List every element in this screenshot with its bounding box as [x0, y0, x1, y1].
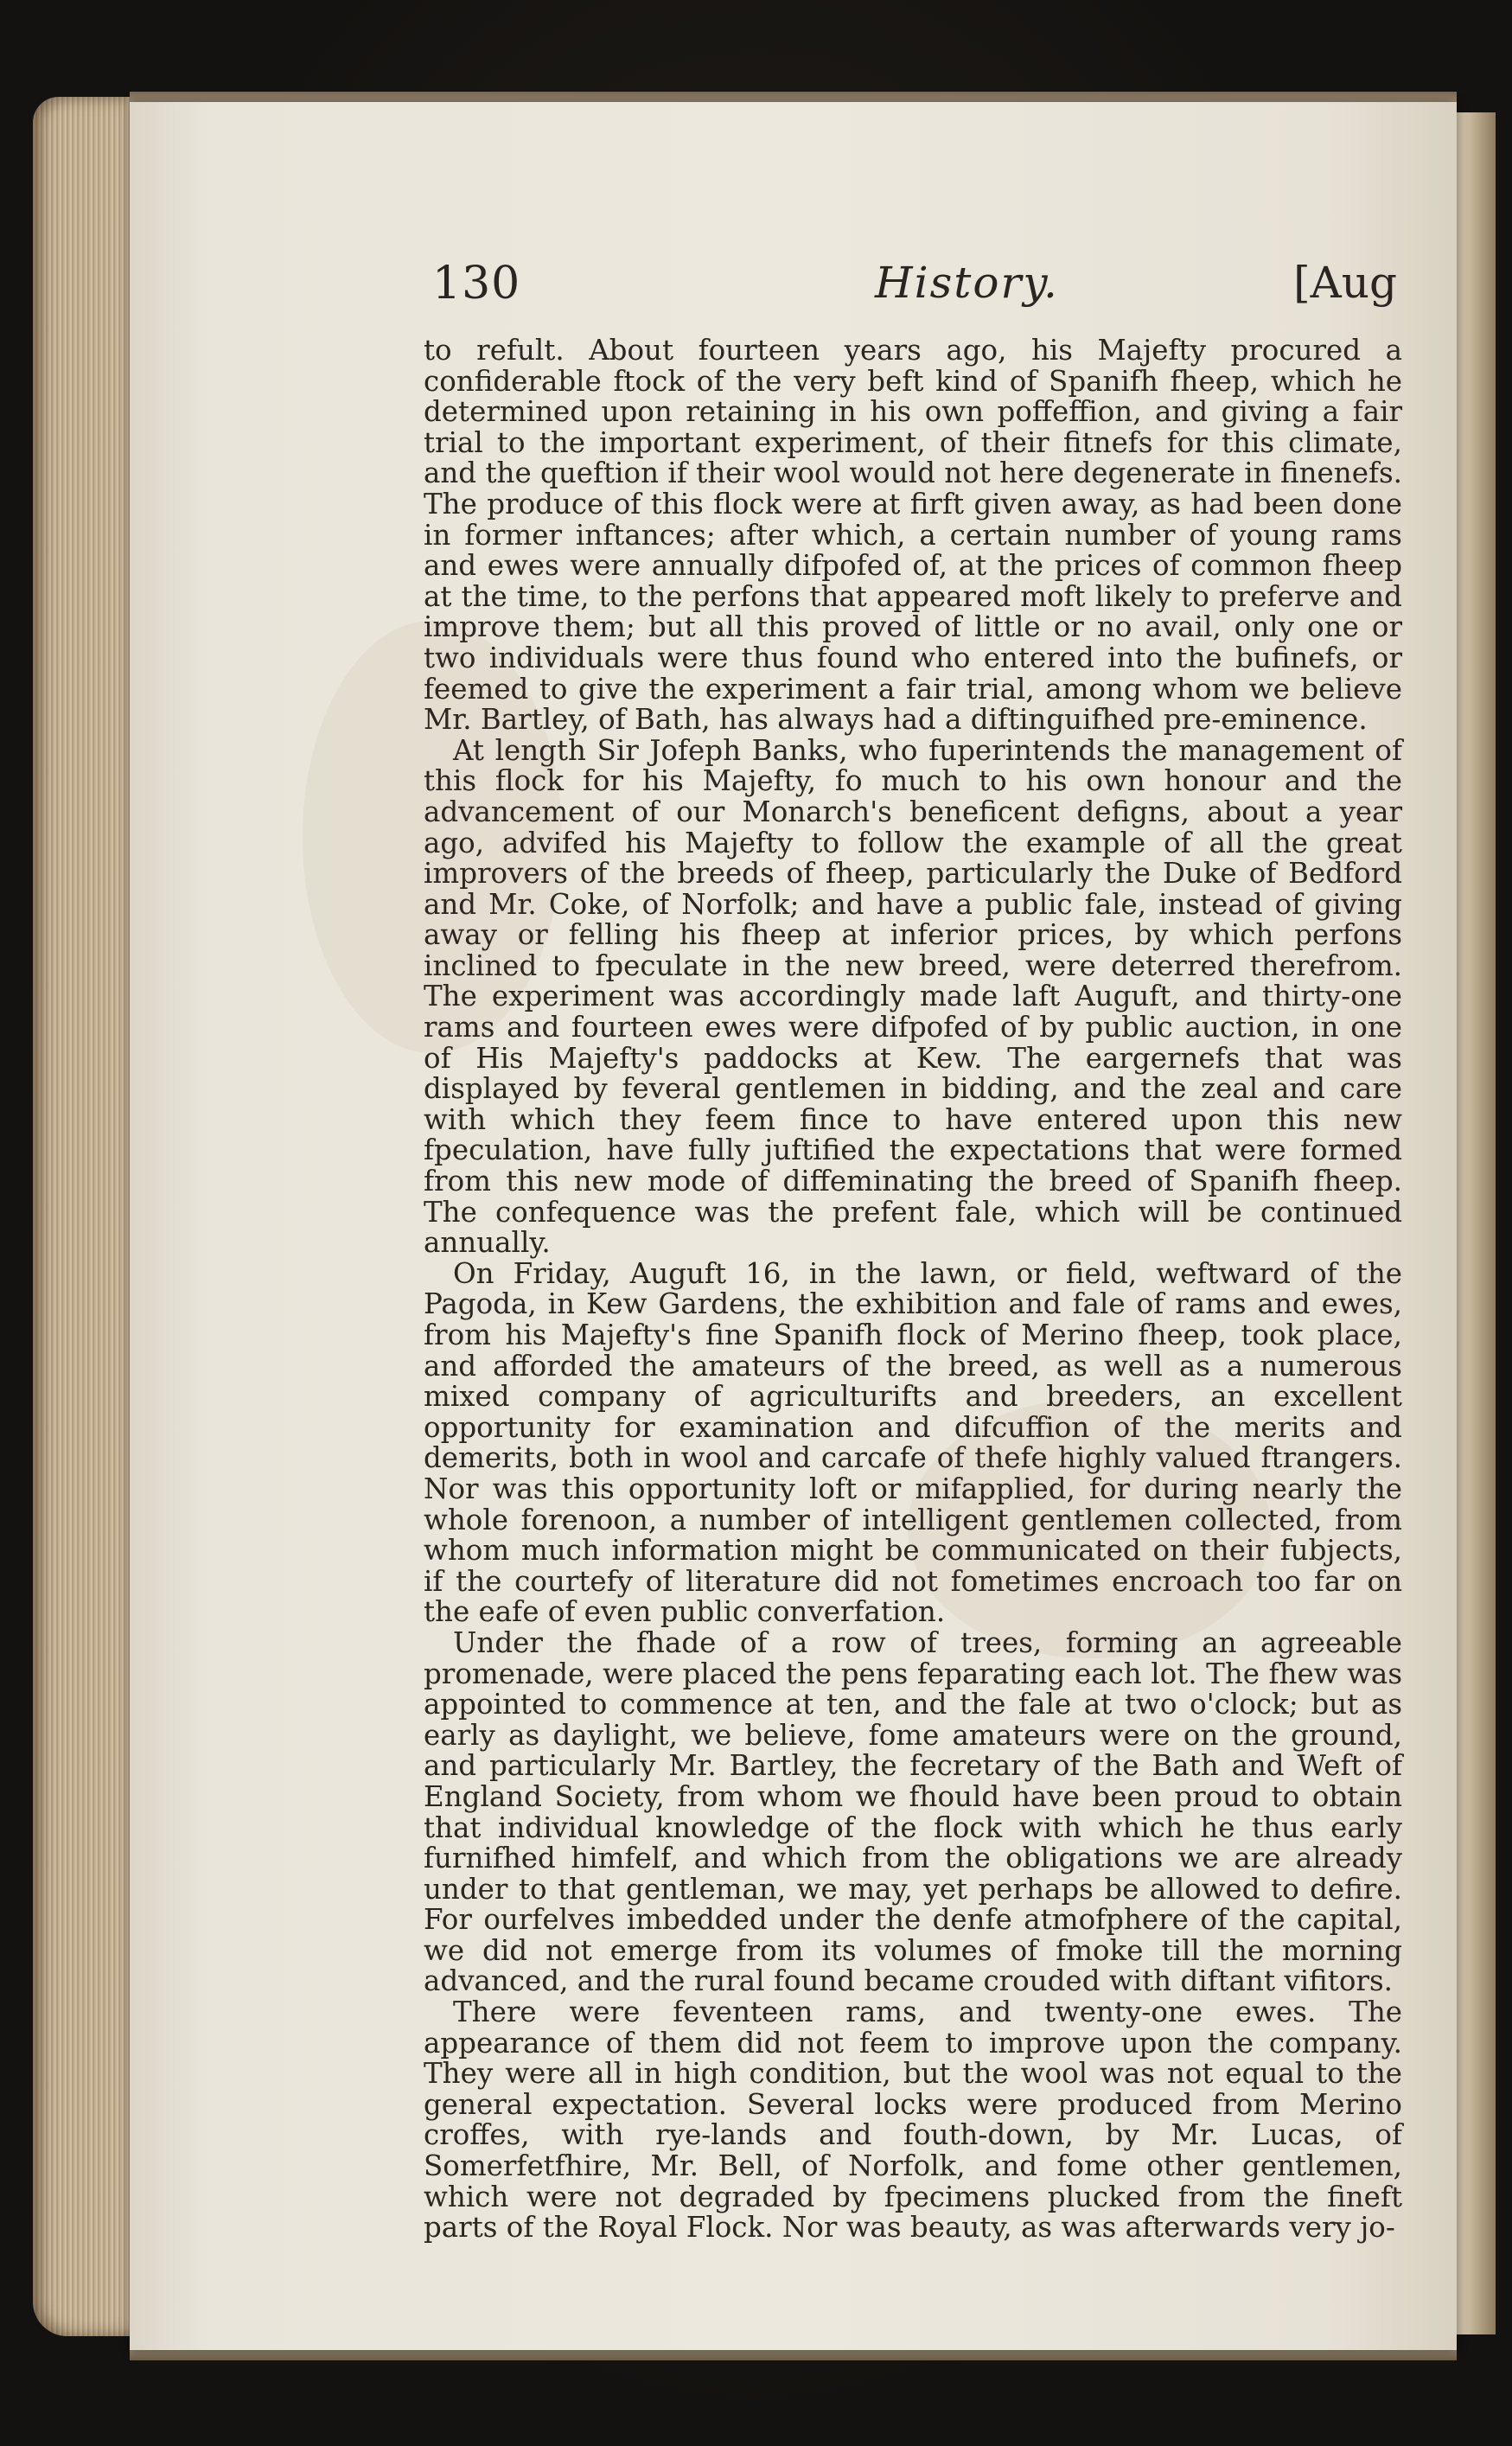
page-edge-right	[1452, 112, 1496, 2334]
paragraph-5: There were feventeen rams, and twenty-one ewes. The appearance of them did not feem to improve upon the company. They were all in high condition, but the wool was not equal to the general expectation. Several locks were produced from Merino croffes, with rye-lands and fouth-down, by Mr. Lucas, of Somerfetfhire, Mr. Bell, of Norfolk, and fome other gentlemen, which were not degraded by fpecimens plucked from the fineft parts of the Royal Flock. Nor was beauty, as was afterwards very jo-	[424, 1996, 1402, 2245]
body-text	[424, 335, 1402, 2244]
paragraph-3: On Friday, Auguft 16, in the lawn, or field, weftward of the Pagoda, in Kew Gardens, the exhibition and fale of rams and ewes, from his Majefty's fine Spanifh flock of Merino fheep, took place, and afforded the amateurs of the breed, as well as a numerous mixed company of agriculturifts and breeders, an excellent opportunity for examination and difcuffion of the merits and demerits, both in wool and carcafe of thefe highly valued ftrangers. Nor was this opportunity loft or mifapplied, for during nearly the whole forenoon, a number of intelligent gentlemen collected, from whom much information might be communicated on their fubjects, if the courtefy of literature did not fometimes encroach too far on the eafe of even public converfation.	[424, 1256, 1402, 1629]
page-edge-left	[33, 97, 137, 2336]
running-date: [Aug	[1293, 258, 1397, 308]
running-head	[432, 258, 1397, 318]
running-title: History.	[875, 258, 1059, 308]
paragraph-2: At length Sir Jofeph Banks, who fuperintends the management of this flock for his Majefty, fo much to his own honour and the advancement of our Monarch's beneficent defigns, about a year ago, advifed his Majefty to follow the example of all the great improvers of the breeds of fheep, particularly the Duke of Bedford and Mr. Coke, of Norfolk; and have a public fale, instead of giving away or felling his fheep at inferior prices, by which perfons inclined to fpeculate in the new breed, were deterred therefrom. The experiment was accordingly made laft Auguft, and thirty-one rams and fourteen ewes were difpofed of by public auction, in one of His Majefty's paddocks at Kew. The eargernefs that was displayed by feveral gentlemen in bidding, and the zeal and care with which they feem fince to have entered upon this new fpeculation, have fully juftified the expectations that were formed from this new mode of diffeminating the breed of Spanifh fheep. The confequence was the prefent fale, which will be continued annually.	[424, 733, 1402, 1260]
page-number: 130	[432, 258, 521, 310]
paragraph-1: to refult. About fourteen years ago, his Majefty procured a confiderable ftock of the very beft kind of Spanifh fheep, which he determined upon retaining in his own poffeffion, and giving a fair trial to the important experiment, of their fitnefs for this climate, and the queftion if their wool would not here degenerate in finenefs. The produce of this flock were at firft given away, as had been done in former inftances; after which, a certain number of young rams and ewes were annually difpofed of, at the prices of common fheep at the time, to the perfons that appeared moft likely to preferve and improve them; but all this proved of little or no avail, only one or two individuals were thus found who entered into the bufinefs, or feemed to give the experiment a fair trial, among whom we believe Mr. Bartley, of Bath, has always had a diftinguifhed pre-eminence.	[424, 334, 1402, 737]
paragraph-4: Under the fhade of a row of trees, forming an agreeable promenade, were placed the pens feparating each lot. The fhew was appointed to commence at ten, and the fale at two o'clock; but as early as daylight, we believe, fome amateurs were on the ground, and particularly Mr. Bartley, the fecretary of the Bath and Weft of England Society, from whom we fhould have been proud to obtain that individual knowledge of the flock with which he thus early furnifhed himfelf, and which from the obligations we are already under to that gentleman, we may, yet perhaps be allowed to defire. For ourfelves imbedded under the denfe atmofphere of the capital, we did not emerge from its volumes of fmoke till the morning advanced, and the rural found became crouded with diftant vifitors.	[424, 1625, 1402, 1998]
